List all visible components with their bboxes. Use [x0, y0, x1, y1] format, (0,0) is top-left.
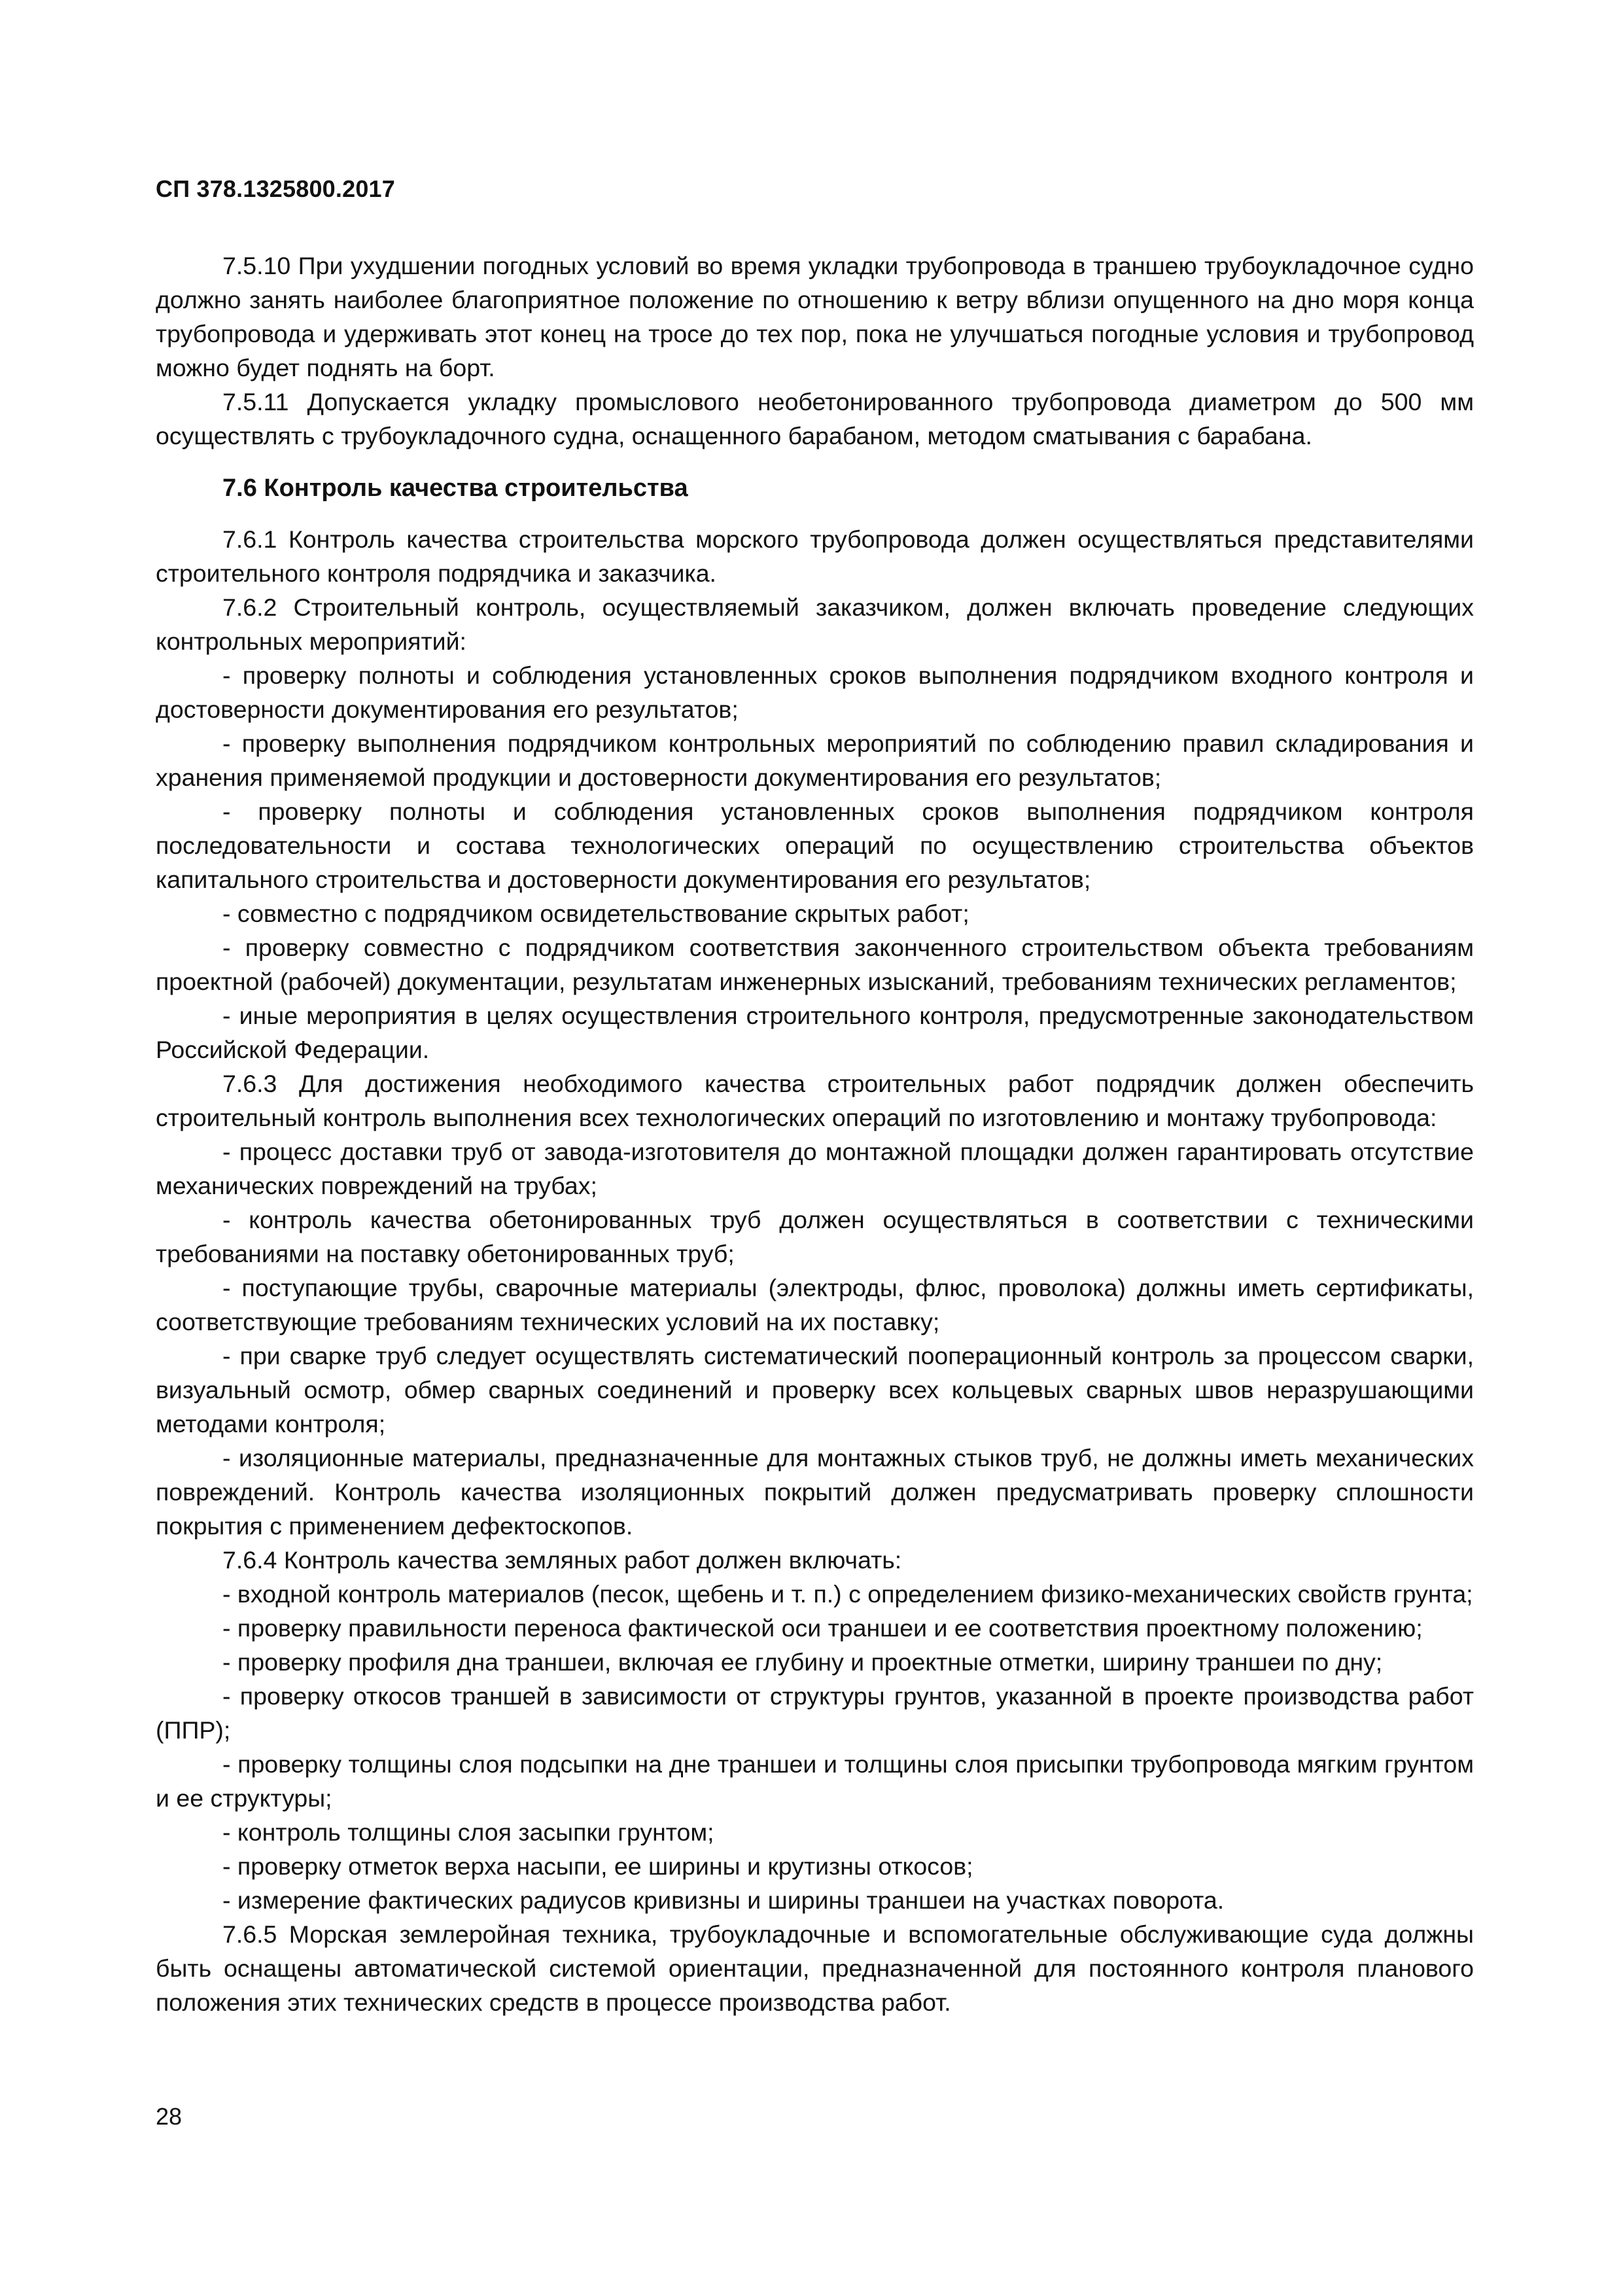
list-item: - иные мероприятия в целях осуществления строительного контроля, предусмотренные законодательством Российской Федерации. [156, 1002, 1474, 1063]
list-item: - проверку отметок верха насыпи, ее ширины и крутизны откосов; [222, 1852, 973, 1880]
paragraph-7-6-3: 7.6.3 Для достижения необходимого качества строительных работ подрядчик должен обеспечить строительный контроль выполнения всех технологических операций по изготовлению и монтажу трубопровода: [156, 1070, 1474, 1131]
paragraph-7-6-1: 7.6.1 Контроль качества строительства морского трубопровода должен осуществляться представителями строительного контроля подрядчика и заказчика. [156, 525, 1474, 587]
list-item: - измерение фактических радиусов кривизны и ширины траншеи на участках поворота. [222, 1886, 1225, 1914]
list-item: - проверку откосов траншей в зависимости от структуры грунтов, указанной в проекте производства работ (ППР); [156, 1682, 1474, 1744]
list-item: - проверку профиля дна траншеи, включая ее глубину и проектные отметки, ширину траншеи по дну; [222, 1648, 1383, 1676]
paragraph-7-5-11: 7.5.11 Допускается укладку промыслового необетонированного трубопровода диаметром до 500 мм осуществлять с трубоукладочного судна, оснащенного барабаном, методом сматывания с барабана. [156, 388, 1474, 450]
document-code-header: СП 378.1325800.2017 [156, 175, 395, 202]
list-item: - проверку полноты и соблюдения установленных сроков выполнения подрядчиком входного контроля и достоверности документирования его результатов; [156, 662, 1474, 723]
paragraph-7-5-10: 7.5.10 При ухудшении погодных условий во время укладки трубопровода в траншею трубоукладочное судно должно занять наиболее благоприятное положение по отношению к ветру вблизи опущенного на дно моря конца трубопровода и удерживать этот конец на тросе до тех пор, пока не улучшаться погодные условия и трубопровод можно будет поднять на борт. [156, 252, 1474, 381]
list-item: - проверку полноты и соблюдения установленных сроков выполнения подрядчиком контроля последовательности и состава технологических операций по осуществлению строительства объектов капитального строительства и достоверности документирования его результатов; [156, 798, 1474, 893]
section-heading-7-6: 7.6 Контроль качества строительства [222, 474, 688, 502]
list-item: - проверку выполнения подрядчиком контрольных мероприятий по соблюдению правил складирования и хранения применяемой продукции и достоверности документирования его результатов; [156, 730, 1474, 791]
list-item: - проверку толщины слоя подсыпки на дне траншеи и толщины слоя присыпки трубопровода мягким грунтом и ее структуры; [156, 1750, 1474, 1812]
list-item: - поступающие трубы, сварочные материалы (электроды, флюс, проволока) должны иметь сертификаты, соответствующие требованиям технических условий на их поставку; [156, 1274, 1474, 1335]
paragraph-7-6-4: 7.6.4 Контроль качества земляных работ должен включать: [222, 1546, 902, 1574]
list-item: - проверку правильности переноса фактической оси траншеи и ее соответствия проектному положению; [222, 1614, 1423, 1642]
list-item: - контроль качества обетонированных труб должен осуществляться в соответствии с техническими требованиями на поставку обетонированных труб; [156, 1206, 1474, 1267]
list-item: - при сварке труб следует осуществлять систематический пооперационный контроль за процессом сварки, визуальный осмотр, обмер сварных соединений и проверку всех кольцевых сварных швов неразрушающими методами контроля; [156, 1342, 1474, 1438]
page-number: 28 [156, 2103, 183, 2130]
paragraph-7-6-5: 7.6.5 Морская землеройная техника, трубоукладочные и вспомогательные обслуживающие суда должны быть оснащены автоматической системой ориентации, предназначенной для постоянного контроля планового положения этих технических средств в процессе производства работ. [156, 1920, 1474, 2016]
list-item: - процесс доставки труб от завода-изготовителя до монтажной площадки должен гарантировать отсутствие механических повреждений на трубах; [156, 1138, 1474, 1199]
list-item: - совместно с подрядчиком освидетельствование скрытых работ; [222, 900, 969, 927]
list-item: - входной контроль материалов (песок, щебень и т. п.) с определением физико-механических свойств грунта; [222, 1580, 1473, 1608]
list-item: - изоляционные материалы, предназначенные для монтажных стыков труб, не должны иметь механических повреждений. Контроль качества изоляционных покрытий должен предусматривать проверку сплошности покрытия с применением дефектоскопов. [156, 1444, 1474, 1540]
paragraph-7-6-2: 7.6.2 Строительный контроль, осуществляемый заказчиком, должен включать проведение следующих контрольных мероприятий: [156, 593, 1474, 655]
document-body [156, 249, 1474, 2019]
list-item: - проверку совместно с подрядчиком соответствия законченного строительством объекта требованиям проектной (рабочей) документации, результатам инженерных изысканий, требованиям технических регламентов; [156, 934, 1474, 995]
list-item: - контроль толщины слоя засыпки грунтом; [222, 1818, 714, 1846]
